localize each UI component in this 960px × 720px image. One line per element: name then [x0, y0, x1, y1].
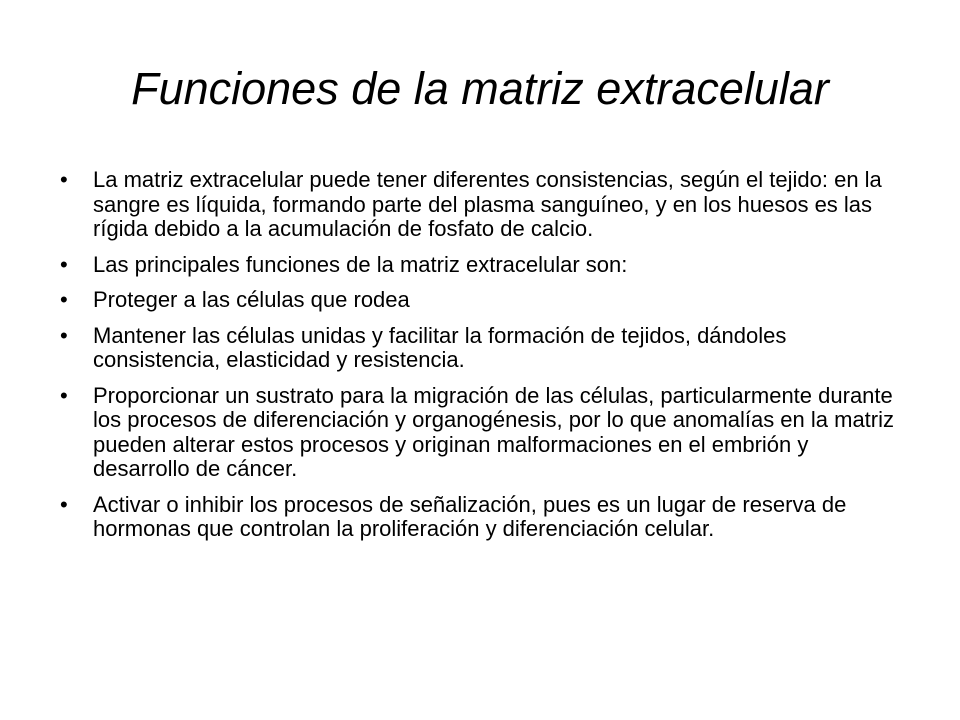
bullet-list: [60, 168, 900, 553]
bullet-item: [60, 493, 900, 542]
bullet-dot: •: [60, 287, 68, 312]
bullet-text: Proteger a las células que rodea: [93, 287, 410, 312]
bullet-item: [60, 168, 900, 242]
bullet-dot: •: [60, 491, 68, 517]
bullet-text: La matriz extracelular puede tener diferentes consistencias, según el tejido: en la sangre es líquida, formando parte del plasma sanguíneo, y en los huesos es las rígida debido a la acumulación de fosfato de calcio.: [93, 167, 882, 241]
bullet-item: [60, 253, 900, 278]
bullet-dot: •: [60, 251, 68, 277]
bullet-dot: •: [60, 322, 68, 348]
bullet-dot: •: [60, 167, 68, 192]
slide-title: Funciones de la matriz extracelular: [131, 63, 829, 114]
bullet-text: Mantener las células unidas y facilitar la formación de tejidos, dándoles consistencia, elasticidad y resistencia.: [93, 322, 787, 372]
bullet-text: Proporcionar un sustrato para la migración de las células, particularmente durante los procesos de diferenciación y organogénesis, por lo que anomalías en la matriz pueden alterar estos procesos y originan malformaciones en el embrión y desarrollo de cáncer.: [93, 382, 895, 481]
bullet-item: [60, 324, 900, 373]
bullet-item: [60, 288, 900, 313]
bullet-dot: •: [60, 382, 68, 408]
bullet-text: Activar o inhibir los procesos de señalización, pues es un lugar de reserva de hormonas que controlan la proliferación y diferenciación celular.: [93, 491, 847, 541]
bullet-text: Las principales funciones de la matriz extracelular son:: [93, 251, 628, 277]
bullet-item: [60, 384, 900, 482]
